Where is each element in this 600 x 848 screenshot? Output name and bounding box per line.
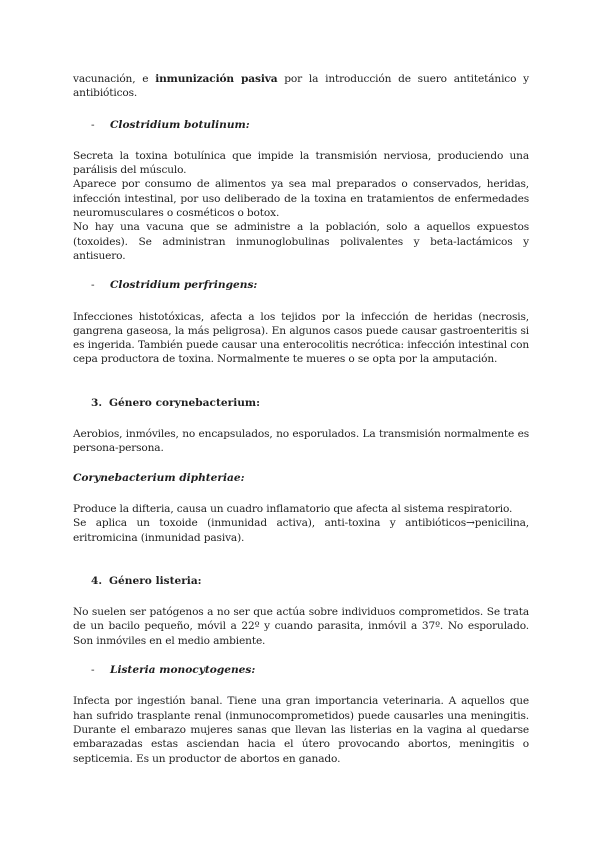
heading-genero-corynebacterium (73, 396, 529, 410)
perfringens-paragraph: Infecciones histotóxicas, afecta a los tejidos por la infección de heridas (necrosis, gangrena gaseosa, la más peligrosa). En algunos casos puede causar gastroenteritis si es ingerida. También puede causar una enterocolitis necrótica: infección intestinal con cepa productora de toxina. Normalmente te mueres o se opta por la amputación. (73, 310, 529, 366)
botulinum-line-2: Aparece por consumo de alimentos ya sea mal preparados o conservados, heridas, infección intestinal, por uso deliberado de la toxina en tratamientos de enfermedades neuromusculares o cosméticos o botox. (73, 178, 529, 220)
intro-text-pre: vacunación, e (73, 73, 156, 85)
diphteriae-line-2: Se aplica un toxoide (inmunidad activa), anti-toxina y antibióticos→penicilina, eritromicina (inmunidad pasiva). (73, 517, 529, 544)
heading-clostridium-perfringens (73, 278, 529, 292)
listeria-paragraph: No suelen ser patógenos a no ser que actúa sobre individuos comprometidos. Se trata de un bacilo pequeño, móvil a 22º y cuando parasita, inmóvil a 37º. No esporulado. Son inmóviles en el medio ambiente. (73, 606, 529, 647)
monocytogenes-paragraph: Infecta por ingestión banal. Tiene una gran importancia veterinaria. A aquellos que han sufrido trasplante renal (inmunocomprometidos) puede causarles una meningitis. Durante el embarazo mujeres sanas que llevan las listerias en la vagina al quedarse embarazadas estas asciendan hacia el útero provocando abortos, meningitis o septicemia. Es un productor de abortos en ganado. (73, 695, 529, 765)
diphteriae-line-1: Produce la difteria, causa un cuadro inflamatorio que afecta al sistema respiratorio. (73, 502, 513, 515)
intro-paragraph (73, 72, 529, 101)
corynebacterium-paragraph: Aerobios, inmóviles, no encapsulados, no esporulados. La transmisión normalmente es persona-persona. (73, 428, 529, 455)
heading-listeria-monocytogenes (73, 663, 529, 677)
heading-text: Clostridium botulinum: (110, 118, 250, 131)
heading-text: Clostridium perfringens: (110, 279, 258, 292)
bullet-dash: - (91, 118, 95, 131)
botulinum-line-3: No hay una vacuna que se administre a la población, solo a aquellos expuestos (toxoides). Se administran inmunoglobulinas polivalentes y beta-lactámicos y antisuero. (73, 221, 529, 262)
heading-corynebacterium-diphteriae: Corynebacterium diphteriae: (73, 471, 245, 484)
heading-text: Listeria monocytogenes: (110, 664, 256, 677)
bullet-dash: - (91, 279, 95, 292)
section-number: 4. (91, 574, 103, 587)
heading-text: Género corynebacterium: (109, 396, 261, 409)
section-number: 3. (91, 396, 103, 409)
heading-text: Género listeria: (109, 574, 202, 587)
intro-text-post: por la introducción de suero antitetánico y antibióticos. (73, 73, 529, 100)
botulinum-line-1: Secreta la toxina botulínica que impide la transmisión nerviosa, produciendo una parálisis del músculo. (73, 149, 529, 177)
bullet-dash: - (91, 664, 95, 677)
document-page (73, 72, 529, 766)
intro-bold-term: inmunización pasiva (155, 73, 278, 85)
heading-genero-listeria (73, 574, 529, 588)
heading-clostridium-botulinum (73, 118, 529, 132)
